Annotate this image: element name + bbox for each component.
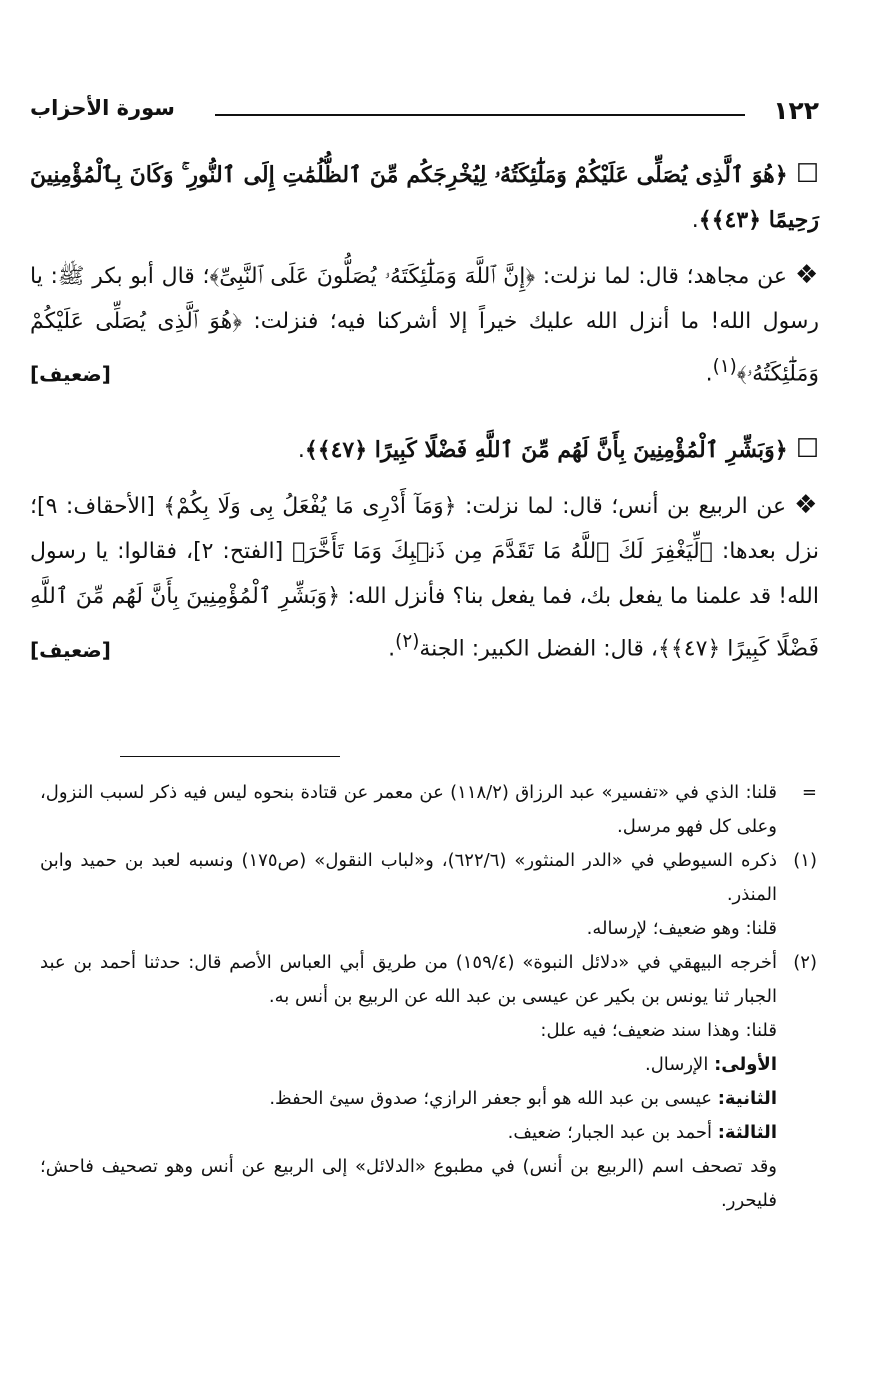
narration-text: عن مجاهد؛ قال: لما نزلت: ﴿إِنَّ ٱللَّهَ وَمَلَٰٓئِكَتَهُۥ يُصَلُّونَ عَلَى ٱلنَّبِىِّ﴾؛ قال أبو بكر ﷺ: يا رسول الله! ما أنزل الله عليك خيراً إلا أشركنا فيه؛ فنزلت: ﴿هُوَ ٱلَّذِى يُصَلِّى عَلَيْكُمْ وَمَلَٰٓئِكَتُهُۥ﴾ <box>30 264 819 387</box>
defect-label: الثالثة: <box>717 1122 777 1143</box>
quran-verse: ﴿وَبَشِّرِ ٱلْمُؤْمِنِينَ بِأَنَّ لَهُم مِّنَ ٱللَّهِ فَضْلًا كَبِيرًا ﴿٤٧﴾﴾ <box>304 437 788 464</box>
defect-text: أحمد بن عبد الجبار؛ ضعيف. <box>507 1122 712 1143</box>
page-header <box>30 96 819 130</box>
footnote-ref: (١) <box>712 356 737 377</box>
footnote-text: قلنا: وهذا سند ضعيف؛ فيه علل: <box>540 1020 777 1041</box>
square-bullet-icon: ☐ <box>795 434 819 465</box>
defect-item <box>40 1116 777 1150</box>
footnote-ref: (٢) <box>395 631 420 653</box>
square-bullet-icon: ☐ <box>795 159 819 189</box>
grade-label: [ضعيف] <box>30 637 111 662</box>
defect-text: الإرسال. <box>645 1054 709 1075</box>
header-rule <box>215 114 745 116</box>
footnote-text: ذكره السيوطي في «الدر المنثور» (٦٢٢/٦)، و«لباب النقول» (ص١٧٥) ونسبه لعبد بن حميد وابن المنذر. <box>40 850 777 905</box>
narration-entry: ❖عن مجاهد؛ قال: لما نزلت: ﴿إِنَّ ٱللَّهَ وَمَلَٰٓئِكَتَهُۥ يُصَلُّونَ عَلَى ٱلنَّبِىِّ﴾؛ قال أبو بكر ﷺ: يا رسول الله! ما أنزل الله عليك خيراً إلا أشركنا فيه؛ فنزلت: ﴿هُوَ ٱلَّذِى يُصَلِّى عَلَيْكُمْ وَمَلَٰٓئِكَتُهُۥ﴾$^{(١)}$. [ضعيف] <box>30 253 819 397</box>
footnote-text: أخرجه البيهقي في «دلائل النبوة» (١٥٩/٤) من طريق أبي العباس الأصم قال: حدثنا أحمد بن عبد الجبار ثنا يونس بن بكير عن عيسى بن عبد الله عن الربيع بن أنس به. <box>40 952 777 1007</box>
verse-entry: ☐﴿هُوَ ٱلَّذِى يُصَلِّى عَلَيْكُمْ وَمَلَٰٓئِكَتُهُۥ لِيُخْرِجَكُم مِّنَ ٱلظُّلُمَٰتِ إِلَى ٱلنُّورِ ۚ وَكَانَ بِٱلْمُؤْمِنِينَ رَحِيمًا ﴿٤٣﴾﴾. <box>30 159 819 233</box>
page-number: ١٢٢ <box>773 96 819 125</box>
footnote-mark: (٢) <box>793 952 817 973</box>
footnote-text: وقد تصحف اسم (الربيع بن أنس) في مطبوع «الدلائل» إلى الربيع عن أنس وهو تصحيف فاحش؛ فليحرر. <box>40 1156 777 1211</box>
defect-item <box>40 1048 777 1082</box>
footnotes <box>40 776 817 1218</box>
footnote-text: قلنا: الذي في «تفسير» عبد الرزاق (١١٨/٢) عن معمر عن قتادة بنحوه ليس فيه ذكر لسبب النزول، وعلى كل فهو مرسل. <box>40 782 777 837</box>
diamond-bullet-icon: ❖ <box>794 490 819 521</box>
defect-text: عيسى بن عبد الله هو أبو جعفر الرازي؛ صدوق سيئ الحفظ. <box>269 1088 712 1109</box>
footnote-rule <box>120 756 340 757</box>
defect-label: الثانية: <box>717 1088 777 1109</box>
narration-text: عن الربيع بن أنس؛ قال: لما نزلت: ﴿وَمَآ أَدْرِى مَا يُفْعَلُ بِى وَلَا بِكُمْ﴾ [الأحقاف: ٩]؛ نزل بعدها: ﴿لِّيَغْفِرَ لَكَ ٱللَّهُ مَا تَقَدَّمَ مِن ذَنۢبِكَ وَمَا تَأَخَّرَ﴾ [الفتح: ٢]، فقالوا: يا رسول الله! قد علمنا ما يفعل بك، فما يفعل بنا؟ فأنزل الله: ﴿وَبَشِّرِ ٱلْمُؤْمِنِينَ بِأَنَّ لَهُم مِّنَ ٱللَّهِ فَضْلًا كَبِيرًا ﴿٤٧﴾﴾، قال: الفضل الكبير: الجنة <box>30 494 820 662</box>
narration-entry: ❖عن الربيع بن أنس؛ قال: لما نزلت: ﴿وَمَآ أَدْرِى مَا يُفْعَلُ بِى وَلَا بِكُمْ﴾ [الأحقاف: ٩]؛ نزل بعدها: ﴿لِّيَغْفِرَ لَكَ ٱللَّهُ مَا تَقَدَّمَ مِن ذَنۢبِكَ وَمَا تَأَخَّرَ﴾ [الفتح: ٢]، فقالوا: يا رسول الله! قد علمنا ما يفعل بك، فما يفعل بنا؟ فأنزل الله: ﴿وَبَشِّرِ ٱلْمُؤْمِنِينَ بِأَنَّ لَهُم مِّنَ ٱللَّهِ فَضْلًا كَبِيرًا ﴿٤٧﴾﴾، قال: الفضل الكبير: الجنة$^{(٢)}$. [ضعيف] <box>30 483 819 672</box>
footnote-2 <box>40 946 817 1218</box>
footnote-mark: = <box>801 782 817 803</box>
diamond-bullet-icon: ❖ <box>794 260 819 290</box>
footnote-1 <box>40 844 817 946</box>
footnote-continued <box>40 776 817 844</box>
defect-item <box>40 1082 777 1116</box>
main-text <box>30 152 819 673</box>
verse-entry: ☐﴿وَبَشِّرِ ٱلْمُؤْمِنِينَ بِأَنَّ لَهُم مِّنَ ٱللَّهِ فَضْلًا كَبِيرًا ﴿٤٧﴾﴾. <box>297 434 819 465</box>
surah-title: سورة الأحزاب <box>30 96 175 120</box>
grade-label: [ضعيف] <box>30 362 111 387</box>
footnote-text: قلنا: وهو ضعيف؛ لإرساله. <box>586 918 777 939</box>
footnote-mark: (١) <box>793 850 817 871</box>
quran-verse: ﴿هُوَ ٱلَّذِى يُصَلِّى عَلَيْكُمْ وَمَلَٰٓئِكَتُهُۥ لِيُخْرِجَكُم مِّنَ ٱلظُّلُمَٰتِ إِلَى ٱلنُّورِ ۚ وَكَانَ بِٱلْمُؤْمِنِينَ رَحِيمًا ﴿٤٣﴾﴾ <box>30 162 819 233</box>
defect-label: الأولى: <box>714 1054 777 1075</box>
